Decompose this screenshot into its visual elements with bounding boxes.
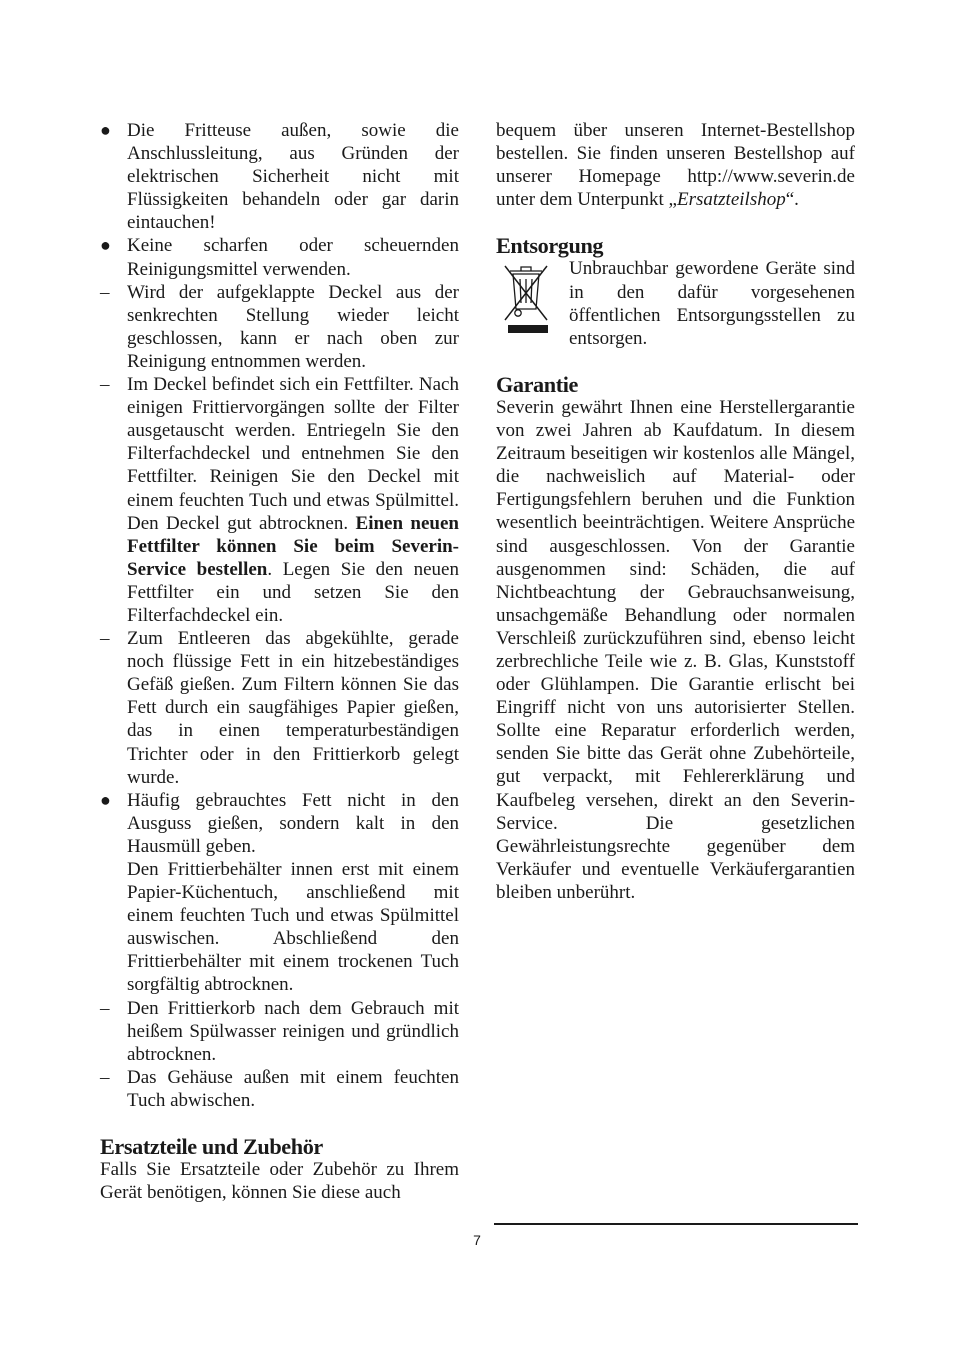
spare-parts-text: Falls Sie Ersatzteile oder Zubehör zu Ihrem Gerät benötigen, können Sie diese auch xyxy=(100,1159,459,1204)
item-text-end: . Legen Sie den neuen Fettfilter ein und setzen Sie den Filterfachdeckel ein. xyxy=(127,558,459,626)
item-text: Die Fritteuse außen, sowie die Anschlussleitung, aus Gründen der elektrischen Sicherheit nicht mit Flüssigkeiten behandeln oder gar darin eintauchen! xyxy=(127,120,459,234)
item-text-continued: Den Frittierbehälter innen erst mit einem Papier-Küchentuch, anschließend mit einem feuchten Tuch und etwas Spülmittel auswischen. Abschließend den Frittierbehälter mit einem trockenen Tuch sorgfältig abtrocknen. xyxy=(127,859,459,996)
dash-marker: – xyxy=(100,997,110,1019)
list-item xyxy=(100,119,459,234)
item-text: Wird der aufgeklappte Deckel aus der senkrechten Stellung wieder leicht geschlossen, kann er nach oben zur Reinigung entnommen werden. xyxy=(127,281,459,372)
warranty-text: Severin gewährt Ihnen eine Herstellergarantie von zwei Jahren ab Kaufdatum. In diesem Zeitraum beseitigen wir kostenlos alle Mängel, die nachweislich auf Material- oder Fertigungsfehlern beruhen und die Funktion wesentlich beeinträchtigen. Weitere Ansprüche sind ausgeschlossen. Von der Garantie ausgenommen sind: Schäden, die auf Nichtbeachtung der Gebrauchsanweisung, unsachgemäße Behandlung oder normalen Verschleiß zurückzuführen sind, ebenso leicht zerbrechliche Teile wie z. B. Glas, Kunststoff oder Glühlampen. Die Garantie erlischt bei Eingriff nicht von uns autorisierter Stellen. Sollte eine Reparatur erforderlich werden, senden Sie bitte das Gerät ohne Zubehörteile, gut verpackt, mit Fehlererklärung und Kaufbeleg versehen, direkt an den Severin-Service. Die gesetzlichen Gewährleistungsrechte gegenüber dem Verkäufer und eventuelle Verkäufergarantien bleiben unberührt. xyxy=(496,396,855,903)
disposal-block xyxy=(496,257,855,349)
item-text-start: Im Deckel befindet sich ein Fettfilter. Nach einigen Frittiervorgängen sollte der Filter ausgetauscht werden. Entriegeln Sie den Filterfachdeckel und entnehmen Sie den Fettfilter. Reinigen Sie den Deckel mit einem feuchten Tuch und etwas Spülmittel. Den Deckel gut abtrocknen. xyxy=(127,374,459,534)
list-item xyxy=(100,1066,459,1112)
item-text-bold: Einen neuen Fettfilter können Sie beim Severin-Service bestellen xyxy=(127,512,460,580)
spare-cont-end: “. xyxy=(785,189,799,211)
section-heading-spare-parts: Ersatzteile und Zubehör xyxy=(100,1134,323,1160)
spacer xyxy=(496,211,855,234)
list-item xyxy=(100,234,459,280)
page-number: 7 xyxy=(473,1232,481,1248)
list-item xyxy=(100,789,459,997)
dash-marker: – xyxy=(100,628,110,650)
right-column xyxy=(496,119,855,904)
item-text xyxy=(127,373,459,627)
dash-marker: – xyxy=(100,281,110,303)
section-heading-disposal: Entsorgung xyxy=(496,233,604,259)
item-text: Häufig gebrauchtes Fett nicht in den Ausguss gießen, sondern kalt in den Hausmüll geben. xyxy=(127,789,459,857)
item-text: Keine scharfen oder scheuernden Reinigungsmittel verwenden. xyxy=(127,235,459,280)
crossed-out-wheeled-bin-icon xyxy=(496,257,569,343)
item-text: Zum Entleeren das abgekühlte, gerade noch flüssige Fett in ein hitzebeständiges Gefäß gießen. Zum Filtern können Sie das Fett durch ein saugfähiges Papier gießen, das in einen temperaturbeständigen Trichter oder in den Frittierkorb gelegt wurde. xyxy=(127,628,459,788)
left-column xyxy=(100,119,459,1204)
spare-cont-start: bequem über unseren Internet-Bestellshop bestellen. Sie finden unseren Bestellshop auf unserer Homepage http://www.severin.de unter dem Unterpunkt „ xyxy=(496,120,855,211)
bullet-marker: ● xyxy=(100,120,111,140)
item-text: Den Frittierkorb nach dem Gebrauch mit heißem Spülwasser reinigen und gründlich abtrocknen. xyxy=(127,997,459,1065)
spacer xyxy=(496,350,855,373)
spare-cont-italic: Ersatzteilshop xyxy=(676,189,786,211)
list-item xyxy=(100,373,459,627)
list-item xyxy=(100,627,459,789)
disposal-text: Unbrauchbar gewordene Geräte sind in den dafür vorgesehenen öffentlichen Entsorgungsstellen zu entsorgen. xyxy=(569,258,855,349)
dash-marker: – xyxy=(100,1066,110,1088)
list-item xyxy=(100,997,459,1066)
item-text: Das Gehäuse außen mit einem feuchten Tuch abwischen. xyxy=(127,1066,459,1111)
section-heading-warranty: Garantie xyxy=(496,371,578,397)
list-item xyxy=(100,281,459,373)
dash-marker: – xyxy=(100,374,110,396)
footer-rule xyxy=(494,1223,858,1225)
spacer xyxy=(100,1112,459,1135)
bullet-marker: ● xyxy=(100,235,111,256)
spare-parts-text-continued xyxy=(496,119,855,211)
bullet-marker: ● xyxy=(100,789,111,810)
